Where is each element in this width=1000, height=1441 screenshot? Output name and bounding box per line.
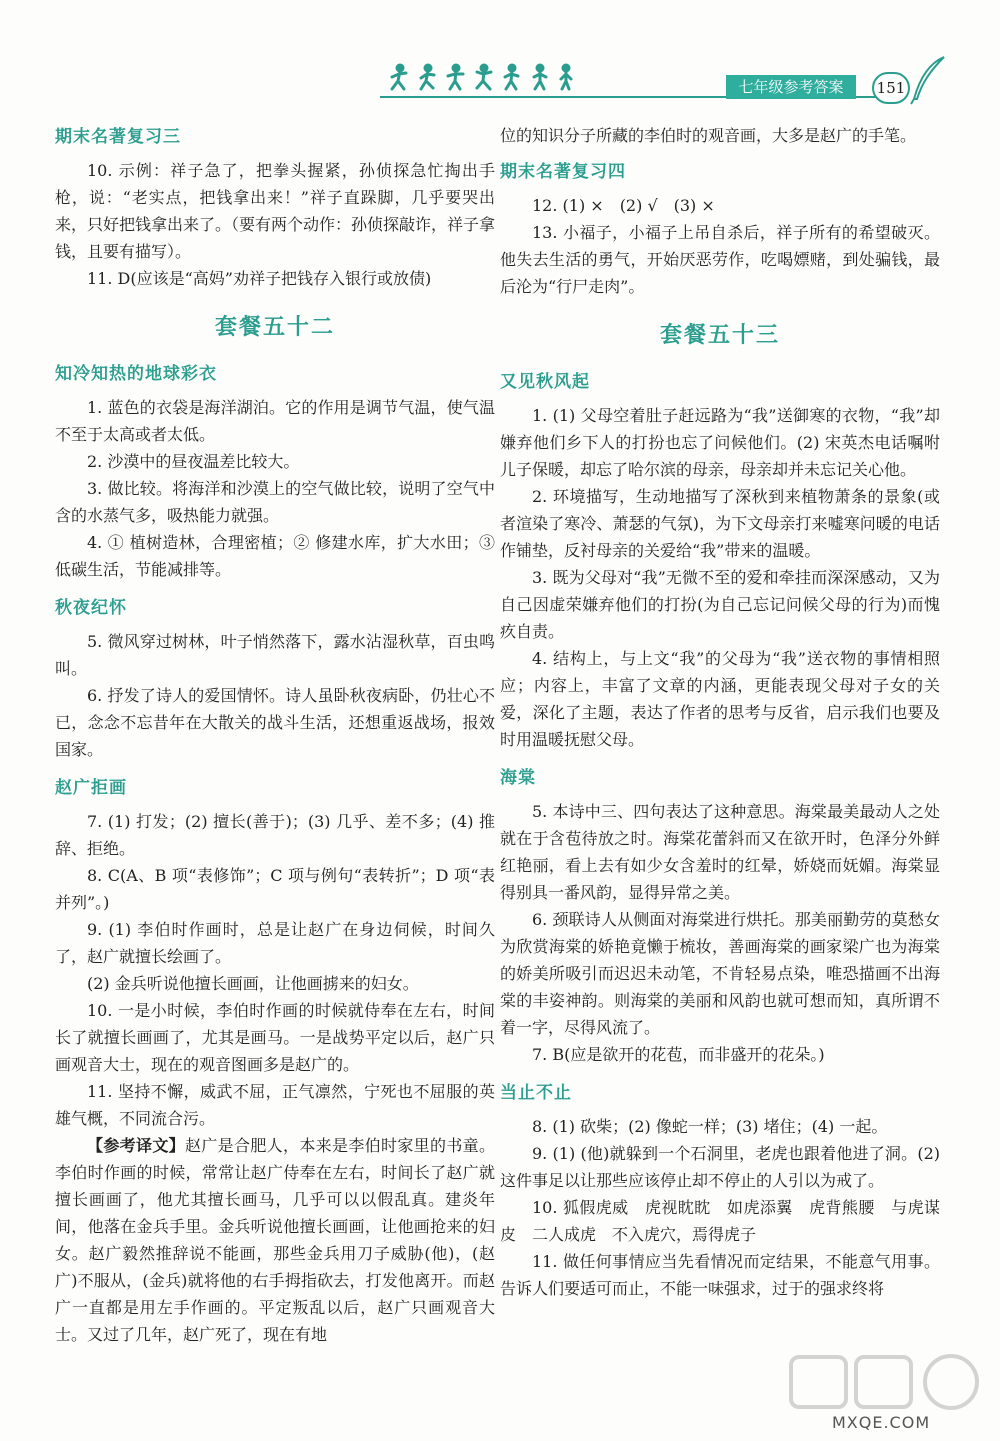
translation-label: 【参考译文】 <box>87 1136 185 1155</box>
answer-paragraph: 3. 既为父母对“我”无微不至的爱和牵挂而深深感动，又为自己因虚荣嫌弃他们的打扮(为自己忘记问候父母的行为)而愧疚自责。 <box>500 568 940 641</box>
runners-decoration-icon <box>388 63 588 95</box>
answer-paragraph: 11. 坚持不懈，威武不屈，正气凛然，宁死也不屈服的英雄气概，不同流合污。 <box>55 1082 495 1128</box>
translation-text: 赵广是合肥人，本来是李伯时家里的书童。李伯时作画的时候，常常让赵广侍奉在左右，时间长了赵广就擅长画画了，他尤其擅长画马，几乎可以以假乱真。建炎年间，他落在金兵手里。金兵听说他擅长画画，让他画抢来的妇女。赵广毅然推辞说不能画，那些金兵用刀子威胁(他)，(赵广)不服从，(金兵)就将他的右手拇指砍去，打发他离开。而赵广一直都是用左手作画的。平定叛乱以后，赵广只画观音大士。又过了几年，赵广死了，现在有地 <box>55 1136 495 1344</box>
grade-answer-tag: 七年级参考答案 <box>726 75 856 99</box>
answer-paragraph: 4. ① 植树造林，合理密植；② 修建水库，扩大水田；③ 低碳生活，节能减排等。 <box>55 533 495 579</box>
answer-paragraph: 8. C(A、B 项“表修饰”；C 项与例句“表转折”；D 项“表并列”。) <box>55 866 495 912</box>
section-title: 赵广拒画 <box>55 778 127 798</box>
section-title: 秋夜纪怀 <box>55 598 127 618</box>
answer-paragraph: 10. 狐假虎威 虎视眈眈 如虎添翼 虎背熊腰 与虎谋皮 二人成虎 不入虎穴，焉得虎子 <box>500 1198 940 1244</box>
answer-paragraph: 7. B(应是欲开的花苞，而非盛开的花朵。) <box>532 1045 825 1064</box>
answer-paragraph: 11. 做任何事情应当先看情况而定结果，不能意气用事。告诉人们要适可而止，不能一味强求，过于的强求终将 <box>500 1252 940 1298</box>
translation-paragraph <box>55 1132 495 1348</box>
answer-paragraph: 5. 本诗中三、四句表达了这种意思。海棠最美最动人之处就在于含苞待放之时。海棠花蕾斜而又在欲开时，色泽分外鲜红艳丽，看上去有如少女含羞时的红晕，娇娆而妩媚。海棠显得别具一番风韵，显得异常之美。 <box>500 802 940 902</box>
answer-paragraph: 12. (1) × (2) √ (3) × <box>532 196 715 215</box>
answer-paragraph: 7. (1) 打发；(2) 擅长(善于)；(3) 几乎、差不多；(4) 推辞、拒绝。 <box>55 812 495 858</box>
answer-paragraph: 6. 抒发了诗人的爱国情怀。诗人虽卧秋夜病卧，仍壮心不已，念念不忘昔年在大散关的战斗生活，还想重返战场，报效国家。 <box>55 686 495 759</box>
answer-paragraph: 1. 蓝色的衣袋是海洋湖泊。它的作用是调节气温，使气温不至于太高或者太低。 <box>55 398 495 444</box>
answer-paragraph: 1. (1) 父母空着肚子赶远路为“我”送御寒的衣物，“我”却嫌弃他们乡下人的打扮也忘了问候他们。(2) 宋英杰电话嘱咐儿子保暖，却忘了哈尔滨的母亲，母亲却并未忘记关心他。 <box>500 406 940 479</box>
answer-paragraph: 8. (1) 砍柴；(2) 像蛇一样；(3) 堵住；(4) 一起。 <box>532 1117 888 1136</box>
section-title: 知冷知热的地球彩衣 <box>55 364 217 384</box>
answer-paragraph: 9. (1) 李伯时作画时，总是让赵广在身边伺候，时间久了，赵广就擅长绘画了。 <box>55 920 495 966</box>
answer-paragraph: 10. 一是小时候，李伯时作画的时候就侍奉在左右，时间长了就擅长画画了，尤其是画马。一是战势平定以后，赵广只画观音大士，现在的观音图画多是赵广的。 <box>55 1001 495 1074</box>
section-title: 期末名著复习四 <box>500 162 626 182</box>
quill-icon <box>908 55 948 105</box>
set-title: 套餐五十二 <box>214 314 335 340</box>
answer-paragraph: (2) 金兵听说他擅长画画，让他画掳来的妇女。 <box>87 974 419 993</box>
section-title: 当止不止 <box>500 1083 572 1103</box>
answer-paragraph: 3. 做比较。将海洋和沙漠上的空气做比较，说明了空气中含的水蒸气多，吸热能力就强。 <box>55 479 495 525</box>
section-title: 期末名著复习三 <box>55 127 181 147</box>
answer-paragraph: 5. 微风穿过树林，叶子悄然落下，露水沾湿秋草，百虫鸣叫。 <box>55 632 495 678</box>
continued-text: 位的知识分子所藏的李伯时的观音画，大多是赵广的手笔。 <box>500 126 917 145</box>
left-column <box>55 122 495 1348</box>
page-header <box>380 55 960 105</box>
answer-paragraph: 2. 环境描写，生动地描写了深秋到来植物萧条的景象(或者渲染了寒冷、萧瑟的气氛)，为下文母亲打来嘘寒问暖的电话作铺垫，反衬母亲的关爱给“我”带来的温暖。 <box>500 487 940 560</box>
answer-paragraph: 10. 示例：祥子急了，把拳头握紧，孙侦探急忙掏出手枪，说：“老实点，把钱拿出来！”祥子直跺脚，几乎要哭出来，只好把钱拿出来了。（要有两个动作：孙侦探敲诈，祥子拿钱，且要有描写）。 <box>55 161 496 261</box>
answer-paragraph: 9. (1) (他)就躲到一个石洞里，老虎也跟着他进了洞。(2) 这件事足以让那些应该停止却不停止的人引以为戒了。 <box>500 1144 940 1190</box>
page-number: 151 <box>872 72 910 104</box>
section-title: 海棠 <box>500 768 536 788</box>
section-title: 又见秋风起 <box>500 372 590 392</box>
set-title: 套餐五十三 <box>659 322 780 348</box>
watermark-logo-icon <box>786 1352 986 1422</box>
answer-paragraph: 6. 颈联诗人从侧面对海棠进行烘托。那美丽勤劳的莫愁女为欣赏海棠的娇艳竟懒于梳妆，善画海棠的画家梁广也为海棠的娇美所吸引而迟迟未动笔，不肯轻易点染，唯恐描画不出海棠的丰姿神韵。则海棠的美丽和风韵也就可想而知，真所谓不着一字，尽得风流了。 <box>500 910 940 1037</box>
right-column <box>500 122 940 1302</box>
watermark-text: MXQE.COM <box>832 1413 931 1432</box>
answer-paragraph: 2. 沙漠中的昼夜温差比较大。 <box>87 452 300 471</box>
answer-paragraph: 4. 结构上，与上文“我”的父母为“我”送衣物的事情相照应；内容上，丰富了文章的内涵，更能表现父母对子女的关爱，深化了主题，表达了作者的思考与反省，启示我们也要及时用温暖抚慰父母。 <box>500 649 940 749</box>
answer-paragraph: 11. D(应该是“高妈”劝祥子把钱存入银行或放债) <box>87 269 432 288</box>
answer-paragraph: 13. 小福子，小福子上吊自杀后，祥子所有的希望破灭。他失去生活的勇气，开始厌恶劳作，吃喝嫖赌，到处骗钱，最后沦为“行尸走肉”。 <box>500 223 940 296</box>
